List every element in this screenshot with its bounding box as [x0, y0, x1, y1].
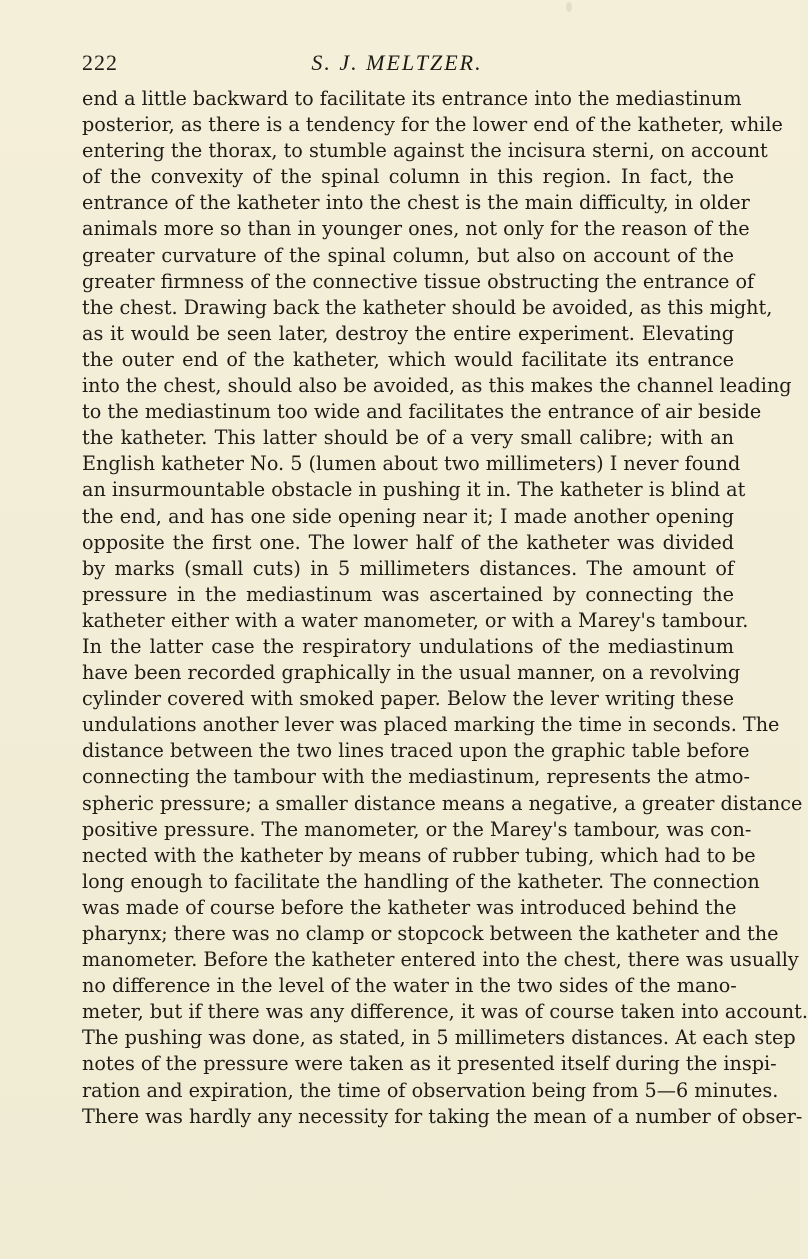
- text-line: the chest. Drawing back the katheter should be avoided, as this might,: [82, 295, 773, 319]
- text-line: of the convexity of the spinal column in this region. In fact, the: [82, 165, 734, 189]
- text-line: entrance of the katheter into the chest is the main difficulty, in older: [82, 191, 750, 215]
- text-line: greater firmness of the connective tissue obstructing the entrance of: [82, 269, 755, 293]
- text-line: pressure in the mediastinum was ascertained by connecting the: [82, 582, 734, 606]
- text-line: notes of the pressure were taken as it presented itself during the inspi-: [82, 1052, 777, 1076]
- page-header: [82, 50, 712, 80]
- text-line: posterior, as there is a tendency for the lower end of the katheter, while: [82, 113, 783, 137]
- paper-spot: [566, 2, 572, 12]
- text-line: by marks (small cuts) in 5 millimeters distances. The amount of: [82, 556, 734, 580]
- text-line: end a little backward to facilitate its entrance into the mediastinum: [82, 87, 742, 110]
- text-line: opposite the first one. The lower half of the katheter was divided: [82, 530, 734, 554]
- text-line: The pushing was done, as stated, in 5 millimeters distances. At each step: [82, 1026, 796, 1050]
- text-line: spheric pressure; a smaller distance means a negative, a greater distance: [82, 791, 803, 815]
- text-line: There was hardly any necessity for taking the mean of a number of obser-: [82, 1104, 803, 1128]
- body-text: [82, 86, 808, 1130]
- running-head: S. J. MELTZER.: [311, 50, 483, 75]
- text-line: manometer. Before the katheter entered into the chest, there was usually: [82, 948, 799, 972]
- text-line: into the chest, should also be avoided, as this makes the channel leading: [82, 374, 792, 398]
- text-line: as it would be seen later, destroy the entire experiment. Elevating: [82, 321, 734, 345]
- text-line: greater curvature of the spinal column, but also on account of the: [82, 243, 734, 267]
- text-line: In the latter case the respiratory undulations of the mediastinum: [82, 634, 734, 658]
- text-line: distance between the two lines traced upon the graphic table before: [82, 739, 750, 763]
- page-number: 222: [82, 50, 118, 75]
- text-line: the outer end of the katheter, which would facilitate its entrance: [82, 347, 734, 371]
- text-line: meter, but if there was any difference, it was of course taken into account.: [82, 1000, 808, 1024]
- text-line: animals more so than in younger ones, not only for the reason of the: [82, 217, 750, 241]
- text-line: pharynx; there was no clamp or stopcock between the katheter and the: [82, 922, 779, 945]
- text-line: entering the thorax, to stumble against the incisura sterni, on account: [82, 139, 768, 163]
- text-line: connecting the tambour with the mediastinum, represents the atmo-: [82, 765, 750, 789]
- text-line: to the mediastinum too wide and facilitates the entrance of air beside: [82, 400, 762, 424]
- text-line: positive pressure. The manometer, or the Marey's tambour, was con-: [82, 817, 752, 841]
- text-line: nected with the katheter by means of rubber tubing, which had to be: [82, 843, 756, 867]
- text-line: cylinder covered with smoked paper. Below the lever writing these: [82, 687, 734, 711]
- text-line: have been recorded graphically in the usual manner, on a revolving: [82, 661, 741, 685]
- text-line: undulations another lever was placed marking the time in seconds. The: [82, 713, 780, 737]
- text-line: ration and expiration, the time of observation being from 5—6 minutes.: [82, 1078, 779, 1102]
- text-line: katheter either with a water manometer, or with a Marey's tambour.: [82, 608, 749, 632]
- text-line: the katheter. This latter should be of a very small calibre; with an: [82, 426, 734, 450]
- text-line: English katheter No. 5 (lumen about two millimeters) I never found: [82, 452, 741, 476]
- text-line: an insurmountable obstacle in pushing it in. The katheter is blind at: [82, 478, 746, 502]
- text-line: long enough to facilitate the handling of the katheter. The connection: [82, 869, 760, 893]
- text-line: was made of course before the katheter was introduced behind the: [82, 895, 737, 919]
- text-line: no difference in the level of the water in the two sides of the mano-: [82, 974, 737, 998]
- text-line: the end, and has one side opening near it; I made another opening: [82, 504, 734, 528]
